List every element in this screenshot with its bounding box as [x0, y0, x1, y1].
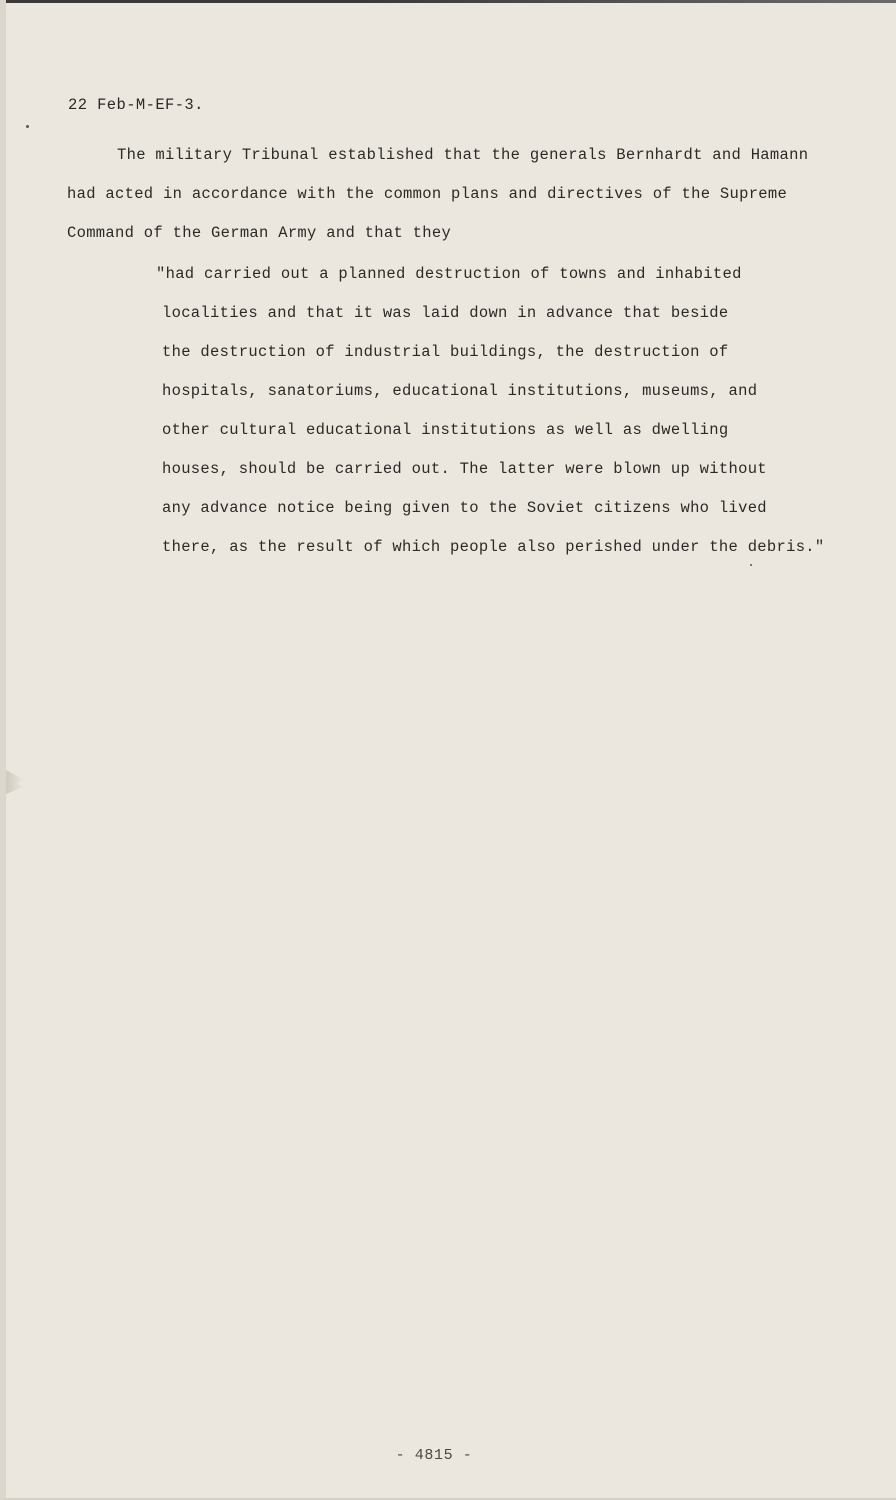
- paragraph-line: had acted in accordance with the common plans and directives of the Supreme: [67, 185, 788, 203]
- quote-line: hospitals, sanatoriums, educational institutions, museums, and: [162, 382, 758, 400]
- document-reference: 22 Feb-M-EF-3.: [68, 96, 204, 114]
- page-top-edge: [6, 0, 896, 3]
- quote-line: other cultural educational institutions as well as dwelling: [162, 421, 729, 439]
- quote-line: localities and that it was laid down in advance that beside: [162, 304, 729, 322]
- page-edge-tear: [6, 770, 24, 794]
- ink-speck: [26, 125, 29, 128]
- quote-line: the destruction of industrial buildings, the destruction of: [162, 343, 729, 361]
- quote-line: "had carried out a planned destruction of towns and inhabited: [156, 265, 742, 283]
- quote-line: any advance notice being given to the Soviet citizens who lived: [162, 499, 767, 517]
- body-paragraph: [67, 136, 857, 253]
- page-number: - 4815 -: [395, 1447, 473, 1464]
- paragraph-line: Command of the German Army and that they: [67, 224, 452, 242]
- quote-line: houses, should be carried out. The latter were blown up without: [162, 460, 767, 478]
- paragraph-line: The military Tribunal established that the generals Bernhardt and Hamann: [117, 146, 809, 164]
- quote-line: there, as the result of which people also perished under the debris.": [162, 538, 825, 556]
- block-quote: [156, 255, 856, 567]
